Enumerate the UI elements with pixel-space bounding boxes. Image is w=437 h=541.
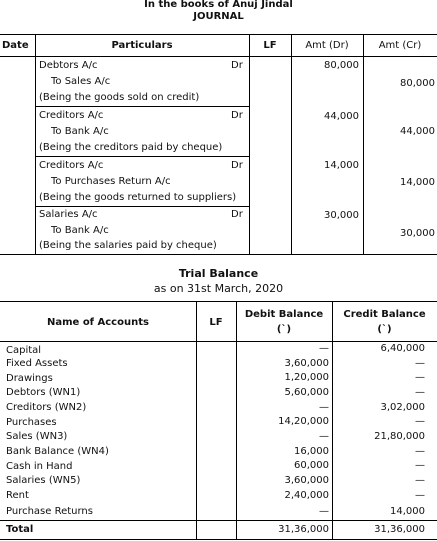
tb-row-name: Purchases — [6, 417, 57, 428]
tb-col-credit-unit: (`) — [377, 324, 392, 335]
tb-row-name: Cash in Hand — [6, 461, 73, 472]
tb-row-name: Drawings — [6, 373, 53, 384]
tb-row-debit: 14,20,000 — [278, 416, 329, 427]
journal-entry-dr: Dr — [231, 160, 243, 171]
tb-col-lf: LF — [209, 317, 223, 328]
tb-row-credit: — — [415, 475, 425, 486]
tb-row-debit: — — [319, 402, 329, 413]
journal-col-particulars: Particulars — [111, 40, 173, 51]
journal-entry-debit: Creditors A/c — [39, 160, 104, 171]
tb-row-name: Rent — [6, 490, 29, 501]
journal-entry-debit: Creditors A/c — [39, 110, 104, 121]
journal-entry-amt-cr: 14,000 — [400, 177, 435, 188]
journal-entry-narration: (Being the goods sold on credit) — [39, 92, 200, 103]
tb-row-credit: 21,80,000 — [374, 431, 425, 442]
tb-row-name: Salaries (WN5) — [6, 475, 81, 486]
tb-row-name: Creditors (WN2) — [6, 402, 87, 413]
journal-col-date: Date — [2, 40, 29, 51]
tb-row-debit: — — [319, 343, 329, 354]
tb-row-debit: 60,000 — [294, 460, 329, 471]
journal-col-amt-cr: Amt (Cr) — [378, 40, 422, 51]
journal-entry-narration: (Being the salaries paid by cheque) — [39, 240, 217, 251]
journal-entry-credit: To Sales A/c — [51, 76, 111, 87]
journal-entry-amt-dr: 44,000 — [324, 111, 359, 122]
tb-total-credit: 31,36,000 — [374, 524, 425, 535]
journal-col-lf: LF — [263, 40, 277, 51]
trial-balance-title: Trial Balance — [178, 267, 259, 280]
tb-row-name: Fixed Assets — [6, 358, 68, 369]
tb-row-name: Sales (WN3) — [6, 431, 68, 442]
tb-row-debit: — — [319, 431, 329, 442]
tb-col-debit-unit: (`) — [276, 324, 292, 335]
tb-row-name: Capital — [6, 345, 42, 356]
tb-row-name: Purchase Returns — [6, 506, 93, 517]
tb-col-credit: Credit Balance — [343, 309, 426, 320]
tb-row-credit: 14,000 — [390, 506, 425, 517]
tb-row-credit: 3,02,000 — [380, 402, 425, 413]
tb-total-debit: 31,36,000 — [278, 524, 329, 535]
tb-row-credit: — — [415, 387, 425, 398]
journal-header-line1: In the books of Anuj Jindal — [144, 0, 293, 10]
journal-entry-narration: (Being the creditors paid by cheque) — [39, 142, 223, 153]
journal-entry-debit: Salaries A/c — [39, 209, 98, 220]
journal-col-amt-dr: Amt (Dr) — [305, 40, 349, 51]
tb-row-credit: — — [415, 460, 425, 471]
journal-entry-credit: To Purchases Return A/c — [51, 176, 171, 187]
journal-entry-narration: (Being the goods returned to suppliers) — [39, 192, 237, 203]
tb-row-debit: 3,60,000 — [284, 475, 329, 486]
journal-entry-amt-dr: 14,000 — [324, 160, 359, 171]
tb-row-credit: 6,40,000 — [380, 343, 425, 354]
tb-col-debit: Debit Balance — [244, 309, 324, 320]
journal-header-line2: JOURNAL — [193, 11, 244, 22]
tb-row-credit: — — [415, 372, 425, 383]
journal-entry-debit: Debtors A/c — [39, 60, 98, 71]
tb-row-credit: — — [415, 358, 425, 369]
trial-balance-subtitle: as on 31st March, 2020 — [153, 282, 284, 295]
journal-entry-credit: To Bank A/c — [51, 126, 109, 137]
journal-entry-amt-dr: 30,000 — [324, 210, 359, 221]
tb-row-credit: — — [415, 490, 425, 501]
tb-row-name: Debtors (WN1) — [6, 387, 81, 398]
tb-total-label: Total — [6, 524, 34, 535]
journal-entry-credit: To Bank A/c — [51, 225, 109, 236]
journal-entry-amt-cr: 30,000 — [400, 228, 435, 239]
journal-entry-amt-cr: 80,000 — [400, 78, 435, 89]
journal-entry-dr: Dr — [231, 110, 243, 121]
tb-row-name: Bank Balance (WN4) — [6, 446, 109, 457]
tb-row-debit: 3,60,000 — [284, 358, 329, 369]
journal-entry-amt-dr: 80,000 — [324, 60, 359, 71]
journal-entry-dr: Dr — [231, 60, 243, 71]
tb-row-debit: 5,60,000 — [284, 387, 329, 398]
tb-row-debit: — — [319, 506, 329, 517]
tb-col-name: Name of Accounts — [47, 317, 149, 328]
tb-row-debit: 1,20,000 — [284, 372, 329, 383]
journal-entry-dr: Dr — [231, 209, 243, 220]
journal-entry-amt-cr: 44,000 — [400, 126, 435, 137]
tb-row-credit: — — [415, 446, 425, 457]
tb-row-credit: — — [415, 416, 425, 427]
tb-row-debit: 2,40,000 — [284, 490, 329, 501]
tb-row-debit: 16,000 — [294, 446, 329, 457]
